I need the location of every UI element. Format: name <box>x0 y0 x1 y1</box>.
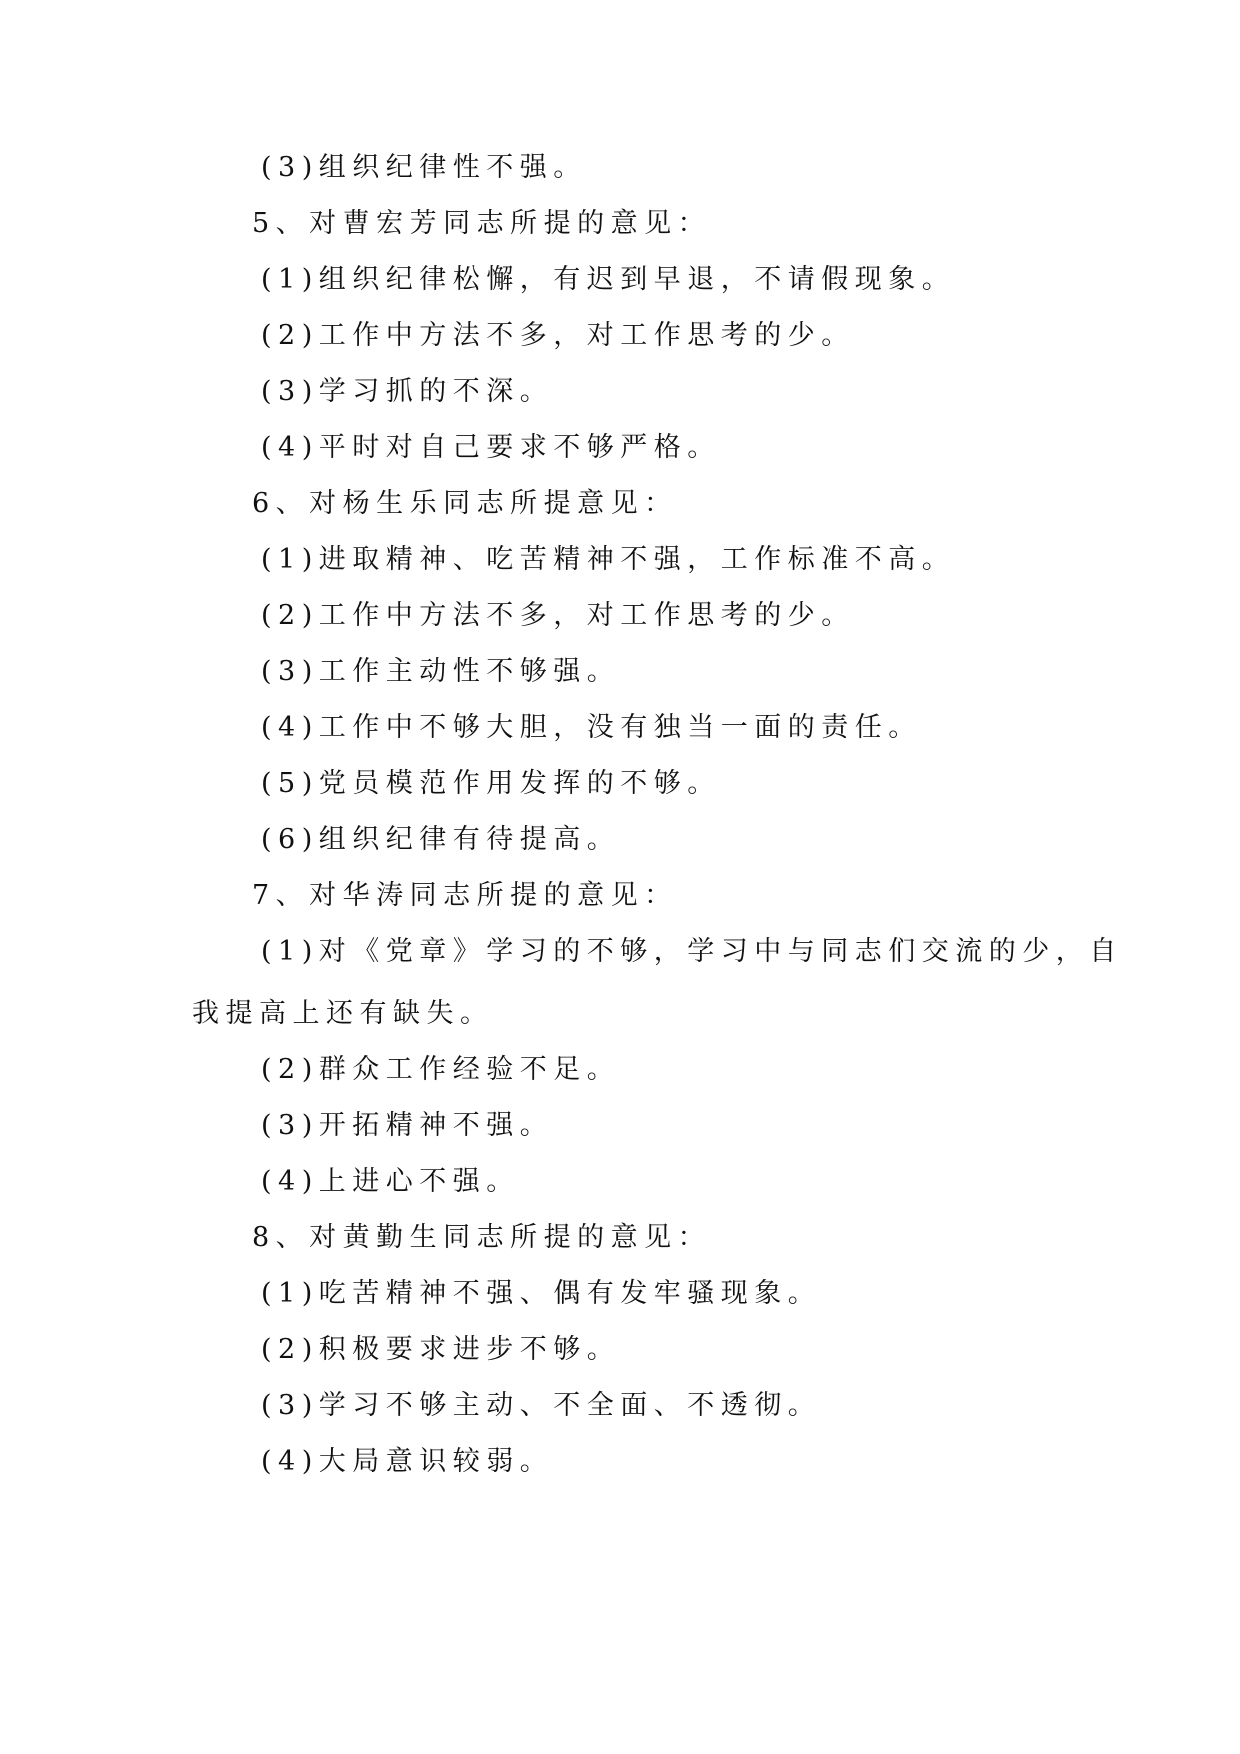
list-item: (1)组织纪律松懈，有迟到早退，不请假现象。 <box>261 264 956 295</box>
list-item: (4)平时对自己要求不够严格。 <box>261 432 721 463</box>
section-heading: 8、对黄勤生同志所提的意见： <box>252 1222 712 1253</box>
list-item: (1)进取精神、吃苦精神不强，工作标准不高。 <box>261 544 956 575</box>
list-item-continuation: 我提高上还有缺失。 <box>192 998 494 1029</box>
list-item: (6)组织纪律有待提高。 <box>261 824 621 855</box>
list-item: (2)群众工作经验不足。 <box>261 1054 621 1085</box>
list-item: (3)学习不够主动、不全面、不透彻。 <box>261 1390 822 1421</box>
list-item: (1)吃苦精神不强、偶有发牢骚现象。 <box>261 1278 822 1309</box>
section-heading: 6、对杨生乐同志所提意见： <box>252 488 678 519</box>
list-item: (4)工作中不够大胆，没有独当一面的责任。 <box>261 712 922 743</box>
list-item: (4)大局意识较弱。 <box>261 1446 554 1477</box>
list-item: (3)学习抓的不深。 <box>261 376 554 407</box>
section-heading: 7、对华涛同志所提的意见： <box>252 880 678 911</box>
list-item: (2)积极要求进步不够。 <box>261 1334 621 1365</box>
section-heading: 5、对曹宏芳同志所提的意见： <box>252 208 712 239</box>
list-item: (3)开拓精神不强。 <box>261 1110 554 1141</box>
list-item: (5)党员模范作用发挥的不够。 <box>261 768 721 799</box>
list-item: (2)工作中方法不多，对工作思考的少。 <box>261 600 855 631</box>
list-item: (3)工作主动性不够强。 <box>261 656 621 687</box>
list-item: (1)对《党章》学习的不够，学习中与同志们交流的少，自 <box>261 936 1123 967</box>
list-item: (3)组织纪律性不强。 <box>261 152 587 183</box>
list-item: (4)上进心不强。 <box>261 1166 520 1197</box>
list-item: (2)工作中方法不多，对工作思考的少。 <box>261 320 855 351</box>
